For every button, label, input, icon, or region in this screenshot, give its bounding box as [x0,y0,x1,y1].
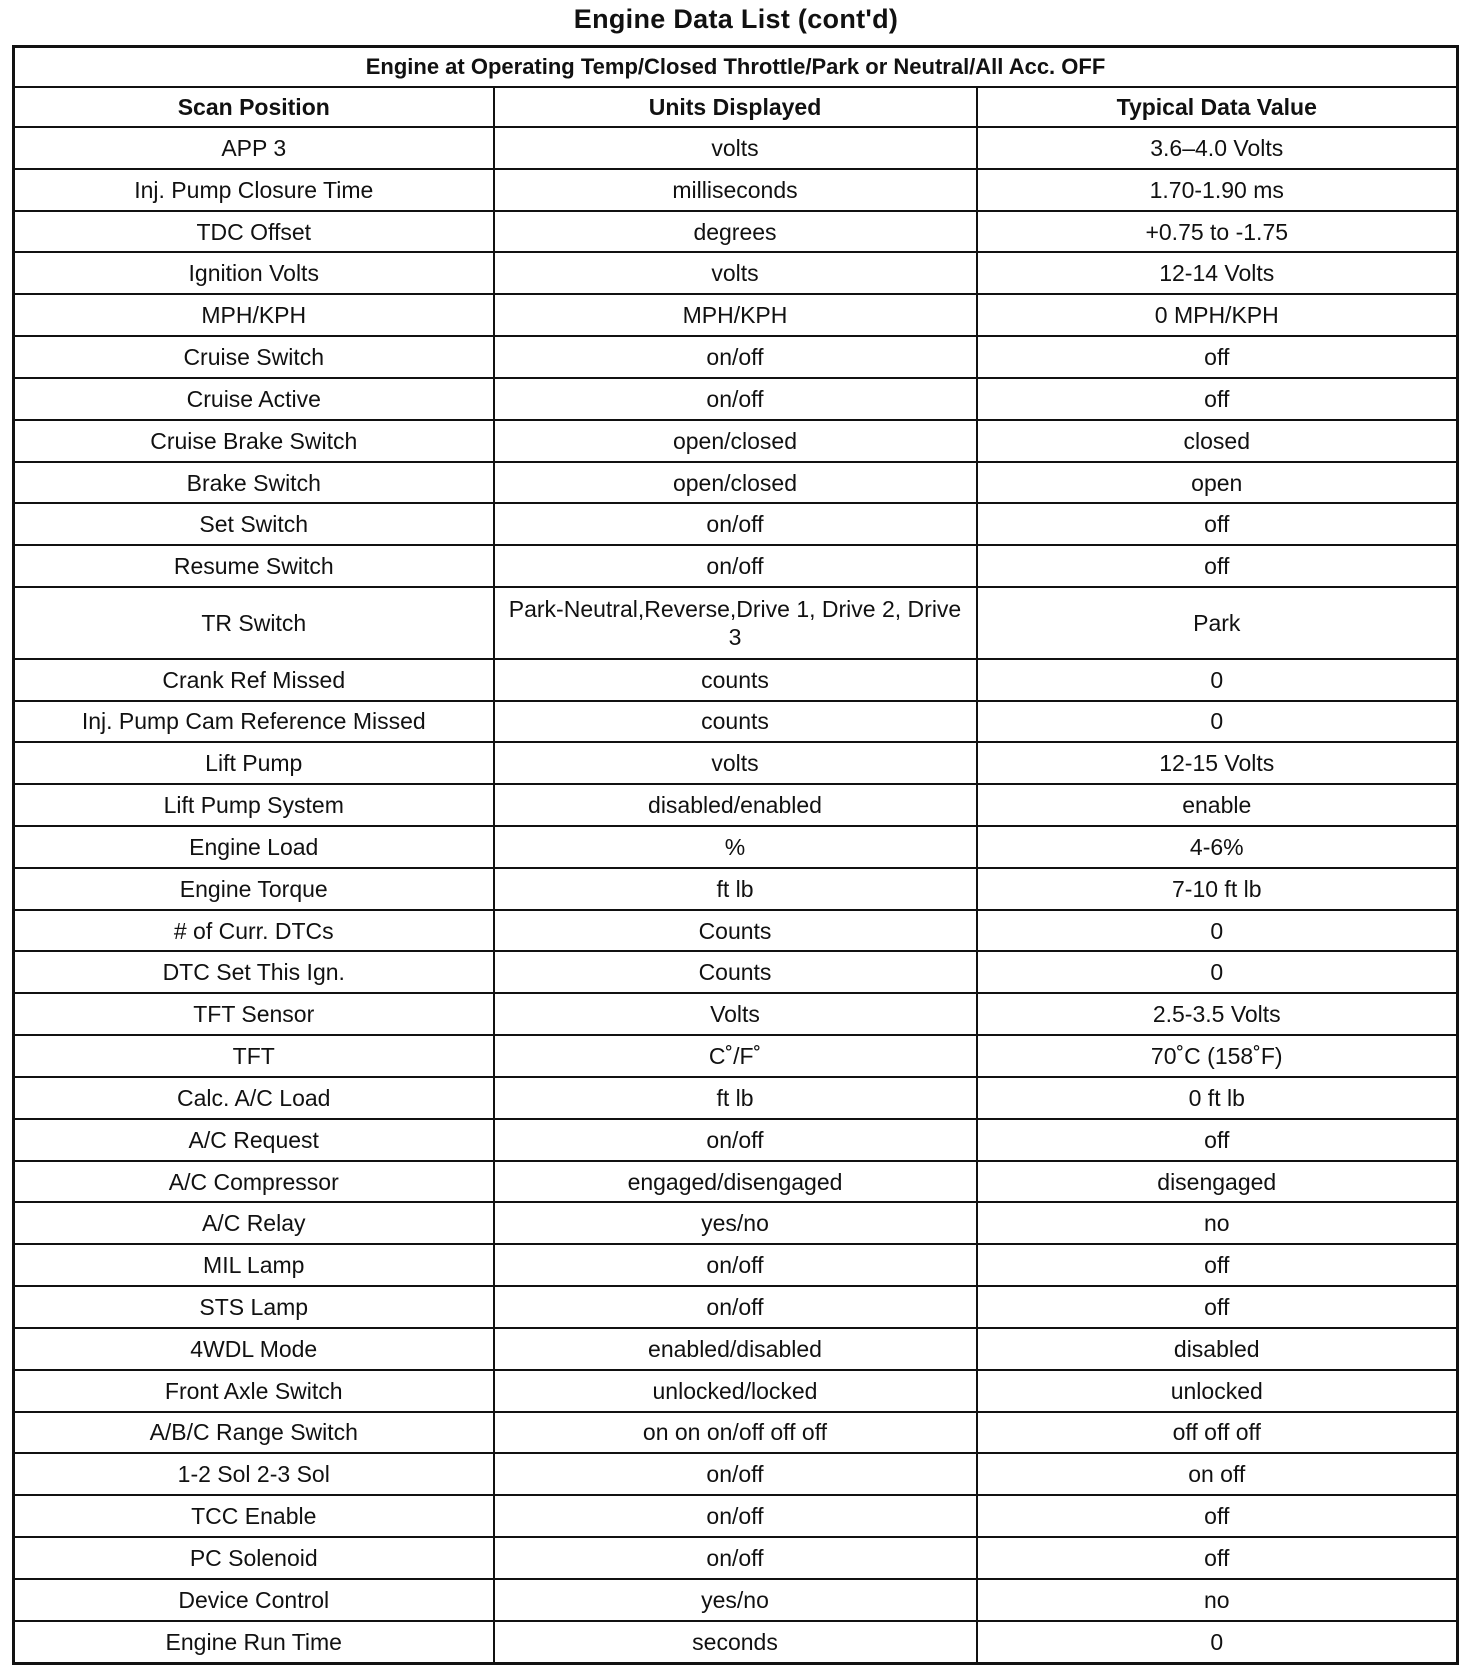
typical-data-value-cell: 0 MPH/KPH [977,294,1458,336]
scan-position-cell: MIL Lamp [14,1244,494,1286]
typical-data-value-cell: enable [977,784,1458,826]
table-row [14,1453,1458,1495]
units-displayed-cell: unlocked/locked [494,1370,977,1412]
condition-row [14,47,1458,88]
scan-position-cell: STS Lamp [14,1286,494,1328]
units-displayed-cell: on/off [494,1495,977,1537]
table-row [14,1286,1458,1328]
typical-data-value-cell: 2.5-3.5 Volts [977,993,1458,1035]
scan-position-cell: APP 3 [14,127,494,169]
scan-position-cell: 4WDL Mode [14,1328,494,1370]
units-displayed-cell: C˚/F˚ [494,1035,977,1077]
scan-position-cell: TCC Enable [14,1495,494,1537]
table-row [14,420,1458,462]
table-row [14,951,1458,993]
typical-data-value-cell: off [977,1119,1458,1161]
scan-position-cell: Device Control [14,1579,494,1621]
engine-data-table [12,45,1459,1665]
scan-position-cell: Cruise Switch [14,336,494,378]
typical-data-value-cell: off [977,1495,1458,1537]
table-row [14,127,1458,169]
scan-position-cell: MPH/KPH [14,294,494,336]
typical-data-value-cell: off [977,545,1458,587]
scan-position-cell: Engine Load [14,826,494,868]
table-row [14,545,1458,587]
typical-data-value-cell: on off [977,1453,1458,1495]
units-displayed-cell: on/off [494,1453,977,1495]
table-row [14,1621,1458,1664]
table-row [14,1161,1458,1203]
units-displayed-cell: on/off [494,336,977,378]
table-row [14,1119,1458,1161]
typical-data-value-cell: disengaged [977,1161,1458,1203]
table-row [14,294,1458,336]
units-displayed-cell: ft lb [494,868,977,910]
units-displayed-cell: Volts [494,993,977,1035]
typical-data-value-cell: 0 [977,910,1458,952]
units-displayed-cell: on/off [494,1119,977,1161]
scan-position-cell: # of Curr. DTCs [14,910,494,952]
table-row [14,910,1458,952]
typical-data-value-cell: off [977,336,1458,378]
scan-position-cell: A/C Request [14,1119,494,1161]
units-displayed-cell: on/off [494,503,977,545]
table-row [14,868,1458,910]
scan-position-cell: TFT Sensor [14,993,494,1035]
table-row [14,1495,1458,1537]
table-row [14,701,1458,743]
typical-data-value-cell: 0 [977,951,1458,993]
table-row [14,378,1458,420]
scan-position-cell: Front Axle Switch [14,1370,494,1412]
typical-data-value-cell: disabled [977,1328,1458,1370]
units-displayed-cell: open/closed [494,462,977,504]
table-row [14,1077,1458,1119]
scan-position-cell: Engine Run Time [14,1621,494,1664]
table-row [14,503,1458,545]
table-row [14,1244,1458,1286]
units-displayed-cell: on on on/off off off [494,1412,977,1454]
table-row [14,1328,1458,1370]
scan-position-cell: Brake Switch [14,462,494,504]
table-row [14,742,1458,784]
units-displayed-cell: ft lb [494,1077,977,1119]
typical-data-value-cell: 0 [977,1621,1458,1664]
typical-data-value-cell: closed [977,420,1458,462]
scan-position-cell: Cruise Active [14,378,494,420]
units-displayed-cell: volts [494,742,977,784]
units-displayed-cell: on/off [494,1244,977,1286]
column-header-row [14,87,1458,127]
typical-data-value-cell: 0 [977,659,1458,701]
scan-position-cell: A/C Compressor [14,1161,494,1203]
units-displayed-cell: volts [494,252,977,294]
scan-position-cell: TR Switch [14,587,494,659]
table-row [14,1202,1458,1244]
table-row [14,993,1458,1035]
units-displayed-cell: % [494,826,977,868]
typical-data-value-cell: open [977,462,1458,504]
typical-data-value-cell: +0.75 to -1.75 [977,211,1458,253]
typical-data-value-cell: 12-15 Volts [977,742,1458,784]
typical-data-value-cell: 70˚C (158˚F) [977,1035,1458,1077]
scan-position-cell: Engine Torque [14,868,494,910]
table-row [14,1370,1458,1412]
table-row [14,1537,1458,1579]
table-body [14,127,1458,1664]
typical-data-value-cell: off [977,1244,1458,1286]
typical-data-value-cell: 7-10 ft lb [977,868,1458,910]
scan-position-cell: Calc. A/C Load [14,1077,494,1119]
table-row [14,659,1458,701]
units-displayed-cell: on/off [494,378,977,420]
table-row [14,826,1458,868]
engine-data-table-container [12,45,1456,1665]
condition-header: Engine at Operating Temp/Closed Throttle/Park or Neutral/All Acc. OFF [14,47,1458,88]
table-row [14,587,1458,659]
scan-position-cell: Crank Ref Missed [14,659,494,701]
units-displayed-cell: counts [494,659,977,701]
scan-position-cell: Set Switch [14,503,494,545]
typical-data-value-cell: 0 [977,701,1458,743]
scan-position-cell: Lift Pump [14,742,494,784]
typical-data-value-cell: unlocked [977,1370,1458,1412]
column-header-scan-position: Scan Position [14,87,494,127]
typical-data-value-cell: no [977,1579,1458,1621]
units-displayed-cell: degrees [494,211,977,253]
typical-data-value-cell: Park [977,587,1458,659]
typical-data-value-cell: 4-6% [977,826,1458,868]
column-header-units-displayed: Units Displayed [494,87,977,127]
units-displayed-cell: Counts [494,951,977,993]
table-row [14,784,1458,826]
units-displayed-cell: engaged/disengaged [494,1161,977,1203]
scan-position-cell: Cruise Brake Switch [14,420,494,462]
scan-position-cell: Ignition Volts [14,252,494,294]
typical-data-value-cell: no [977,1202,1458,1244]
scan-position-cell: A/C Relay [14,1202,494,1244]
units-displayed-cell: Park-Neutral,Reverse,Drive 1, Drive 2, Drive 3 [494,587,977,659]
scan-position-cell: TDC Offset [14,211,494,253]
page-title: Engine Data List (cont'd) [573,4,899,34]
table-row [14,1412,1458,1454]
units-displayed-cell: yes/no [494,1202,977,1244]
typical-data-value-cell: 1.70-1.90 ms [977,169,1458,211]
table-row [14,211,1458,253]
units-displayed-cell: MPH/KPH [494,294,977,336]
units-displayed-cell: disabled/enabled [494,784,977,826]
scan-position-cell: Lift Pump System [14,784,494,826]
column-header-typical-data-value: Typical Data Value [977,87,1458,127]
units-displayed-cell: volts [494,127,977,169]
scan-position-cell: TFT [14,1035,494,1077]
scan-position-cell: 1-2 Sol 2-3 Sol [14,1453,494,1495]
units-displayed-cell: seconds [494,1621,977,1664]
table-row [14,252,1458,294]
scan-position-cell: Inj. Pump Closure Time [14,169,494,211]
typical-data-value-cell: off [977,378,1458,420]
units-displayed-cell: on/off [494,545,977,587]
table-row [14,1579,1458,1621]
scan-position-cell: A/B/C Range Switch [14,1412,494,1454]
units-displayed-cell: yes/no [494,1579,977,1621]
typical-data-value-cell: off [977,1286,1458,1328]
scan-position-cell: Inj. Pump Cam Reference Missed [14,701,494,743]
units-displayed-cell: enabled/disabled [494,1328,977,1370]
scan-position-cell: DTC Set This Ign. [14,951,494,993]
units-displayed-cell: Counts [494,910,977,952]
units-displayed-cell: counts [494,701,977,743]
typical-data-value-cell: 3.6–4.0 Volts [977,127,1458,169]
scan-position-cell: PC Solenoid [14,1537,494,1579]
typical-data-value-cell: off [977,503,1458,545]
typical-data-value-cell: off off off [977,1412,1458,1454]
units-displayed-cell: on/off [494,1286,977,1328]
typical-data-value-cell: 12-14 Volts [977,252,1458,294]
typical-data-value-cell: off [977,1537,1458,1579]
table-row [14,462,1458,504]
table-row [14,336,1458,378]
table-row [14,169,1458,211]
scan-position-cell: Resume Switch [14,545,494,587]
units-displayed-cell: on/off [494,1537,977,1579]
units-displayed-cell: milliseconds [494,169,977,211]
typical-data-value-cell: 0 ft lb [977,1077,1458,1119]
table-row [14,1035,1458,1077]
units-displayed-cell: open/closed [494,420,977,462]
